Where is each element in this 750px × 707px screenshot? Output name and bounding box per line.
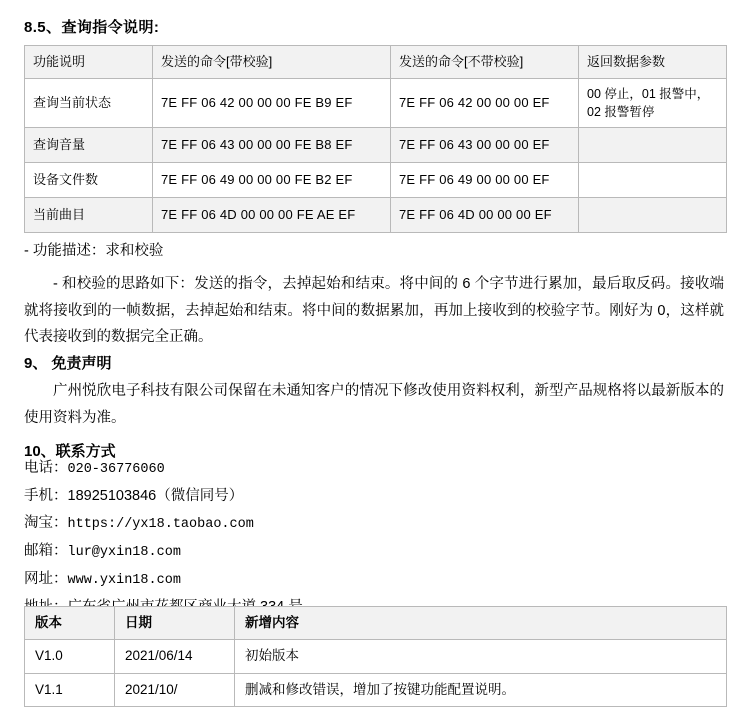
column-header-return-data: 返回数据参数 xyxy=(579,46,727,79)
cell-version: V1.0 xyxy=(25,640,115,673)
contact-value-website[interactable]: www.yxin18.com xyxy=(67,572,181,588)
section-8-5-heading: 8.5、查询指令说明: xyxy=(24,19,160,36)
cell-command-with-checksum: 7E FF 06 42 00 00 00 FE B9 EF xyxy=(153,79,391,128)
table-row xyxy=(25,79,727,128)
cell-changes: 初始版本 xyxy=(235,640,727,673)
version-history-table xyxy=(24,606,727,707)
cell-command-without-checksum: 7E FF 06 4D 00 00 00 EF xyxy=(391,198,579,233)
query-command-table xyxy=(24,45,727,233)
checksum-description-title: - 功能描述：求和校验 xyxy=(24,243,164,259)
list-item-phone xyxy=(24,455,724,483)
cell-changes: 删减和修改错误，增加了按键功能配置说明。 xyxy=(235,673,727,706)
query-command-table-header xyxy=(25,46,727,79)
return-data-line-2: 02 报警暂停 xyxy=(587,105,655,120)
cell-date: 2021/10/ xyxy=(115,673,235,706)
cell-return-data xyxy=(579,128,727,163)
table-row xyxy=(25,198,727,233)
table-row xyxy=(25,673,727,706)
version-history-table-header xyxy=(25,607,727,640)
table-header-row xyxy=(25,46,727,79)
cell-date: 2021/06/14 xyxy=(115,640,235,673)
table-row xyxy=(25,128,727,163)
cell-command-without-checksum: 7E FF 06 42 00 00 00 EF xyxy=(391,79,579,128)
cell-function: 查询当前状态 xyxy=(25,79,153,128)
return-data-line-1: 00 停止，01 报警中， xyxy=(587,87,710,101)
contact-value-email[interactable]: lur@yxin18.com xyxy=(67,544,181,560)
contact-list xyxy=(24,455,724,621)
checksum-description-block xyxy=(24,238,724,351)
cell-function: 设备文件数 xyxy=(25,163,153,198)
version-history-table-body xyxy=(25,640,727,707)
query-command-table-body xyxy=(25,79,727,233)
contact-label-phone: 电话： xyxy=(24,460,68,476)
list-item-website xyxy=(24,566,724,594)
cell-command-without-checksum: 7E FF 06 49 00 00 00 EF xyxy=(391,163,579,198)
list-item-email xyxy=(24,538,724,566)
section-10-heading: 10、联系方式 xyxy=(24,443,116,460)
column-header-changes: 新增内容 xyxy=(235,607,727,640)
cell-return-data xyxy=(579,163,727,198)
cell-version: V1.1 xyxy=(25,673,115,706)
cell-command-with-checksum: 7E FF 06 4D 00 00 00 FE AE EF xyxy=(153,198,391,233)
cell-return-data xyxy=(579,79,727,128)
contact-value-taobao[interactable]: https://yx18.taobao.com xyxy=(67,516,254,532)
cell-return-data xyxy=(579,198,727,233)
section-9-body: 广州悦欣电子科技有限公司保留在未通知客户的情况下修改使用资料权利，新型产品规格将以最新版本的使用资料为准。 xyxy=(24,383,724,426)
contact-label-taobao: 淘宝： xyxy=(24,514,68,531)
checksum-description-body: - 和校验的思路如下：发送的指令，去掉起始和结束。将中间的 6 个字节进行累加，最后取反码。接收端就将接收到的一帧数据，去掉起始和结束。将中间的数据累加，再加上接收到的校验字节。刚好为 0，这样就代表接收到的数据完全正确。 xyxy=(24,275,724,346)
column-header-function: 功能说明 xyxy=(25,46,153,79)
table-row xyxy=(25,163,727,198)
contact-label-mobile: 手机： xyxy=(24,487,68,504)
column-header-version: 版本 xyxy=(25,607,115,640)
cell-command-with-checksum: 7E FF 06 49 00 00 00 FE B2 EF xyxy=(153,163,391,198)
section-9-heading: 9、 免责声明 xyxy=(24,355,112,372)
contact-label-email: 邮箱： xyxy=(24,542,68,559)
cell-function: 当前曲目 xyxy=(25,198,153,233)
column-header-command-without-checksum: 发送的命令[不带校验] xyxy=(391,46,579,79)
contact-label-website: 网址： xyxy=(24,570,68,587)
cell-function: 查询音量 xyxy=(25,128,153,163)
contact-value-mobile: 18925103846（微信同号） xyxy=(67,487,244,504)
contact-value-phone: 020-36776060 xyxy=(67,462,165,477)
list-item-taobao xyxy=(24,510,724,538)
table-header-row xyxy=(25,607,727,640)
column-header-date: 日期 xyxy=(115,607,235,640)
list-item-mobile xyxy=(24,483,724,510)
column-header-command-with-checksum: 发送的命令[带校验] xyxy=(153,46,391,79)
table-row xyxy=(25,640,727,673)
cell-command-with-checksum: 7E FF 06 43 00 00 00 FE B8 EF xyxy=(153,128,391,163)
cell-command-without-checksum: 7E FF 06 43 00 00 00 EF xyxy=(391,128,579,163)
